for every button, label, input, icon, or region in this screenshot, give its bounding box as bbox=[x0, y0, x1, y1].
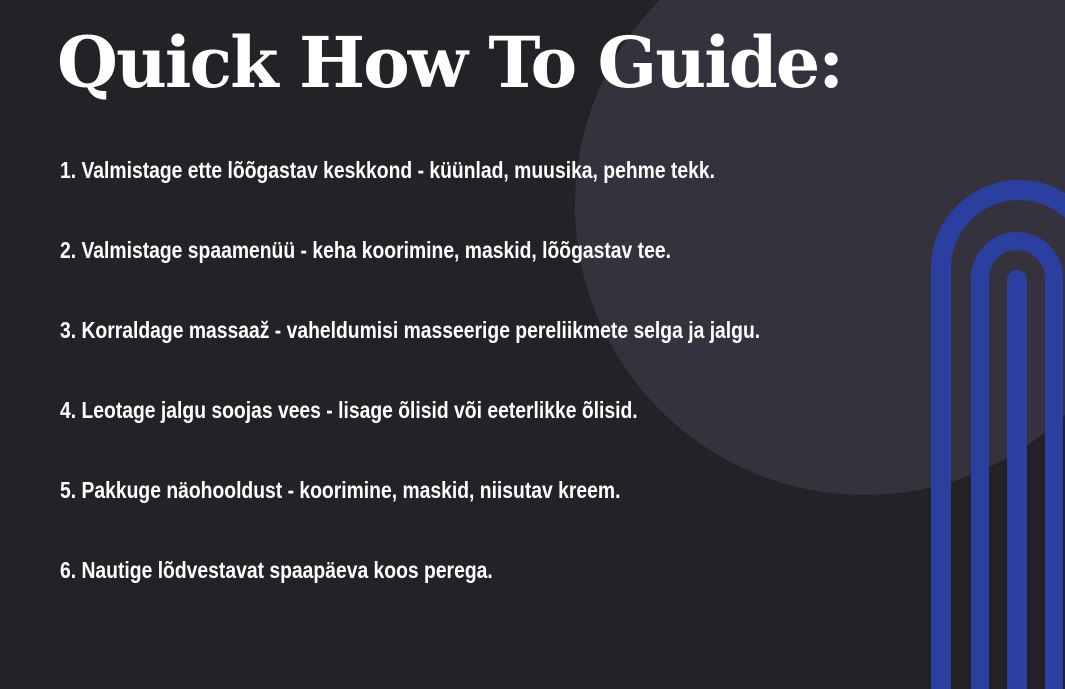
step-item: 1. Valmistage ette lõõgastav keskkond - küünlad, muusika, pehme tekk. bbox=[60, 157, 715, 183]
step-item: 5. Pakkuge näohooldust - koorimine, maskid, niisutav kreem. bbox=[60, 477, 621, 503]
step-item: 4. Leotage jalgu soojas vees - lisage õlisid või eeterlikke õlisid. bbox=[60, 397, 638, 423]
step-item: 6. Nautige lõdvestavat spaapäeva koos perega. bbox=[60, 557, 493, 583]
page-title: Quick How To Guide: bbox=[57, 21, 843, 104]
steps-list bbox=[60, 150, 894, 630]
step-item: 2. Valmistage spaamenüü - keha koorimine, maskid, lõõgastav tee. bbox=[60, 237, 671, 263]
step-item: 3. Korraldage massaaž - vaheldumisi masseerige pereliikmete selga ja jalgu. bbox=[60, 317, 761, 343]
